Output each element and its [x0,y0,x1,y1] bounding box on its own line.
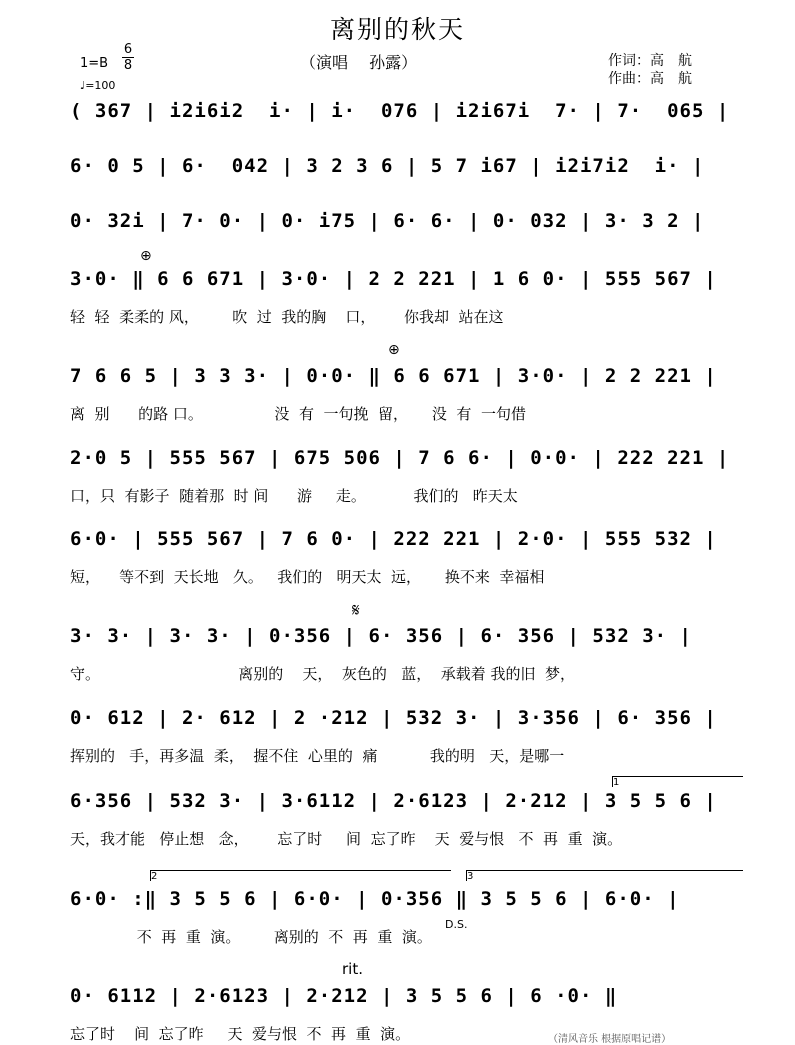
notation-row-3: 0· 32i | 7· 0· | 0· i75 | 6· 6· | 0· 032 | 3· 3 2 | [70,210,705,232]
notation-row-8: 3· 3· | 3· 3· | 0·356 | 6· 356 | 6· 356 | 532 3· | [70,625,692,647]
notation-row-2: 6· 0 5 | 6· 042 | 3 2 3 6 | 5 7 i67 | i2i7i2 i· | [70,155,705,177]
song-subtitle: （演唱 孙露） [300,53,418,72]
notation-row-1: ( 367 | i2i6i2 i· | i· 076 | i2i67i 7· | 7· 065 | [70,100,730,122]
lyrics-row-5: 离 别 的路 口。 没 有 一句挽 留， 没 有 一句借 [70,405,526,423]
lyrics-row-9: 挥别的 手，再多温 柔， 握不住 心里的 痛 我的明 天，是哪一 [70,747,565,765]
notation-row-9: 0· 612 | 2· 612 | 2 ·212 | 532 3· | 3·356 | 6· 356 | [70,707,717,729]
lyrics-row-6: 口，只 有影子 随着那 时 间 游 走。 我们的 昨天太 [70,487,518,505]
lyricist: 作词：高 航 [608,53,692,69]
notation-row-4: 3·0· ‖ 6 6 671 | 3·0· | 2 2 221 | 1 6 0· | 555 567 | [70,268,717,290]
notation-row-7: 6·0· | 555 567 | 7 6 0· | 222 221 | 2·0· | 555 532 | [70,528,717,550]
time-signature [122,42,134,73]
credits [608,52,692,88]
tempo-marking: ♩=100 [80,79,116,92]
rit-mark: rit. [342,960,363,978]
key-signature: 1=B [80,56,109,71]
time-bottom: 8 [123,58,133,73]
ending-1-label: 1 [613,777,620,788]
segno-mark: 𝄋 [352,600,360,621]
notation-row-5: 7 6 6 5 | 3 3 3· | 0·0· ‖ 6 6 671 | 3·0· | 2 2 221 | [70,365,717,387]
composer: 作曲：高 航 [608,71,692,87]
ds-mark: D.S. [445,918,468,931]
song-title: 离别的秋天 [329,15,465,44]
notation-row-6: 2·0 5 | 555 567 | 675 506 | 7 6 6· | 0·0· | 222 221 | [70,447,730,469]
coda-mark-1: ⊕ [140,248,152,264]
ending-3-label: 3 [467,871,474,882]
notation-row-11: 6·0· :‖ 3 5 5 6 | 6·0· | 0·356 ‖ 3 5 5 6 | 6·0· | [70,888,680,910]
lyrics-row-11: 不 再 重 演。 离别的 不 再 重 演。 [70,928,432,946]
lyrics-row-7: 短， 等不到 天长地 久。 我们的 明天太 远， 换不来 幸福相 [70,568,545,586]
lyrics-row-4: 轻 轻 柔柔的 风， 吹 过 我的胸 口， 你我却 站在这 [70,308,504,326]
footer-note: （清风音乐 根据原唱记谱） [548,1034,672,1045]
coda-mark-2: ⊕ [388,342,400,358]
lyrics-row-12: 忘了时 间 忘了昨 天 爱与恨 不 再 重 演。 [70,1025,411,1043]
ending-3 [466,870,743,881]
notation-row-12: 0· 6112 | 2·6123 | 2·212 | 3 5 5 6 | 6 ·0· ‖ [70,985,618,1007]
lyrics-row-8: 守。 离别的 天， 灰色的 蓝， 承载着 我的旧 梦， [70,665,576,683]
time-top: 6 [123,42,133,57]
lyrics-row-10: 天，我才能 停止想 念， 忘了时 间 忘了昨 天 爱与恨 不 再 重 演。 [70,830,623,848]
notation-row-10: 6·356 | 532 3· | 3·6112 | 2·6123 | 2·212 | 3 5 5 6 | [70,790,717,812]
ending-2 [150,870,451,881]
ending-1 [612,776,743,787]
ending-2-label: 2 [151,871,158,882]
